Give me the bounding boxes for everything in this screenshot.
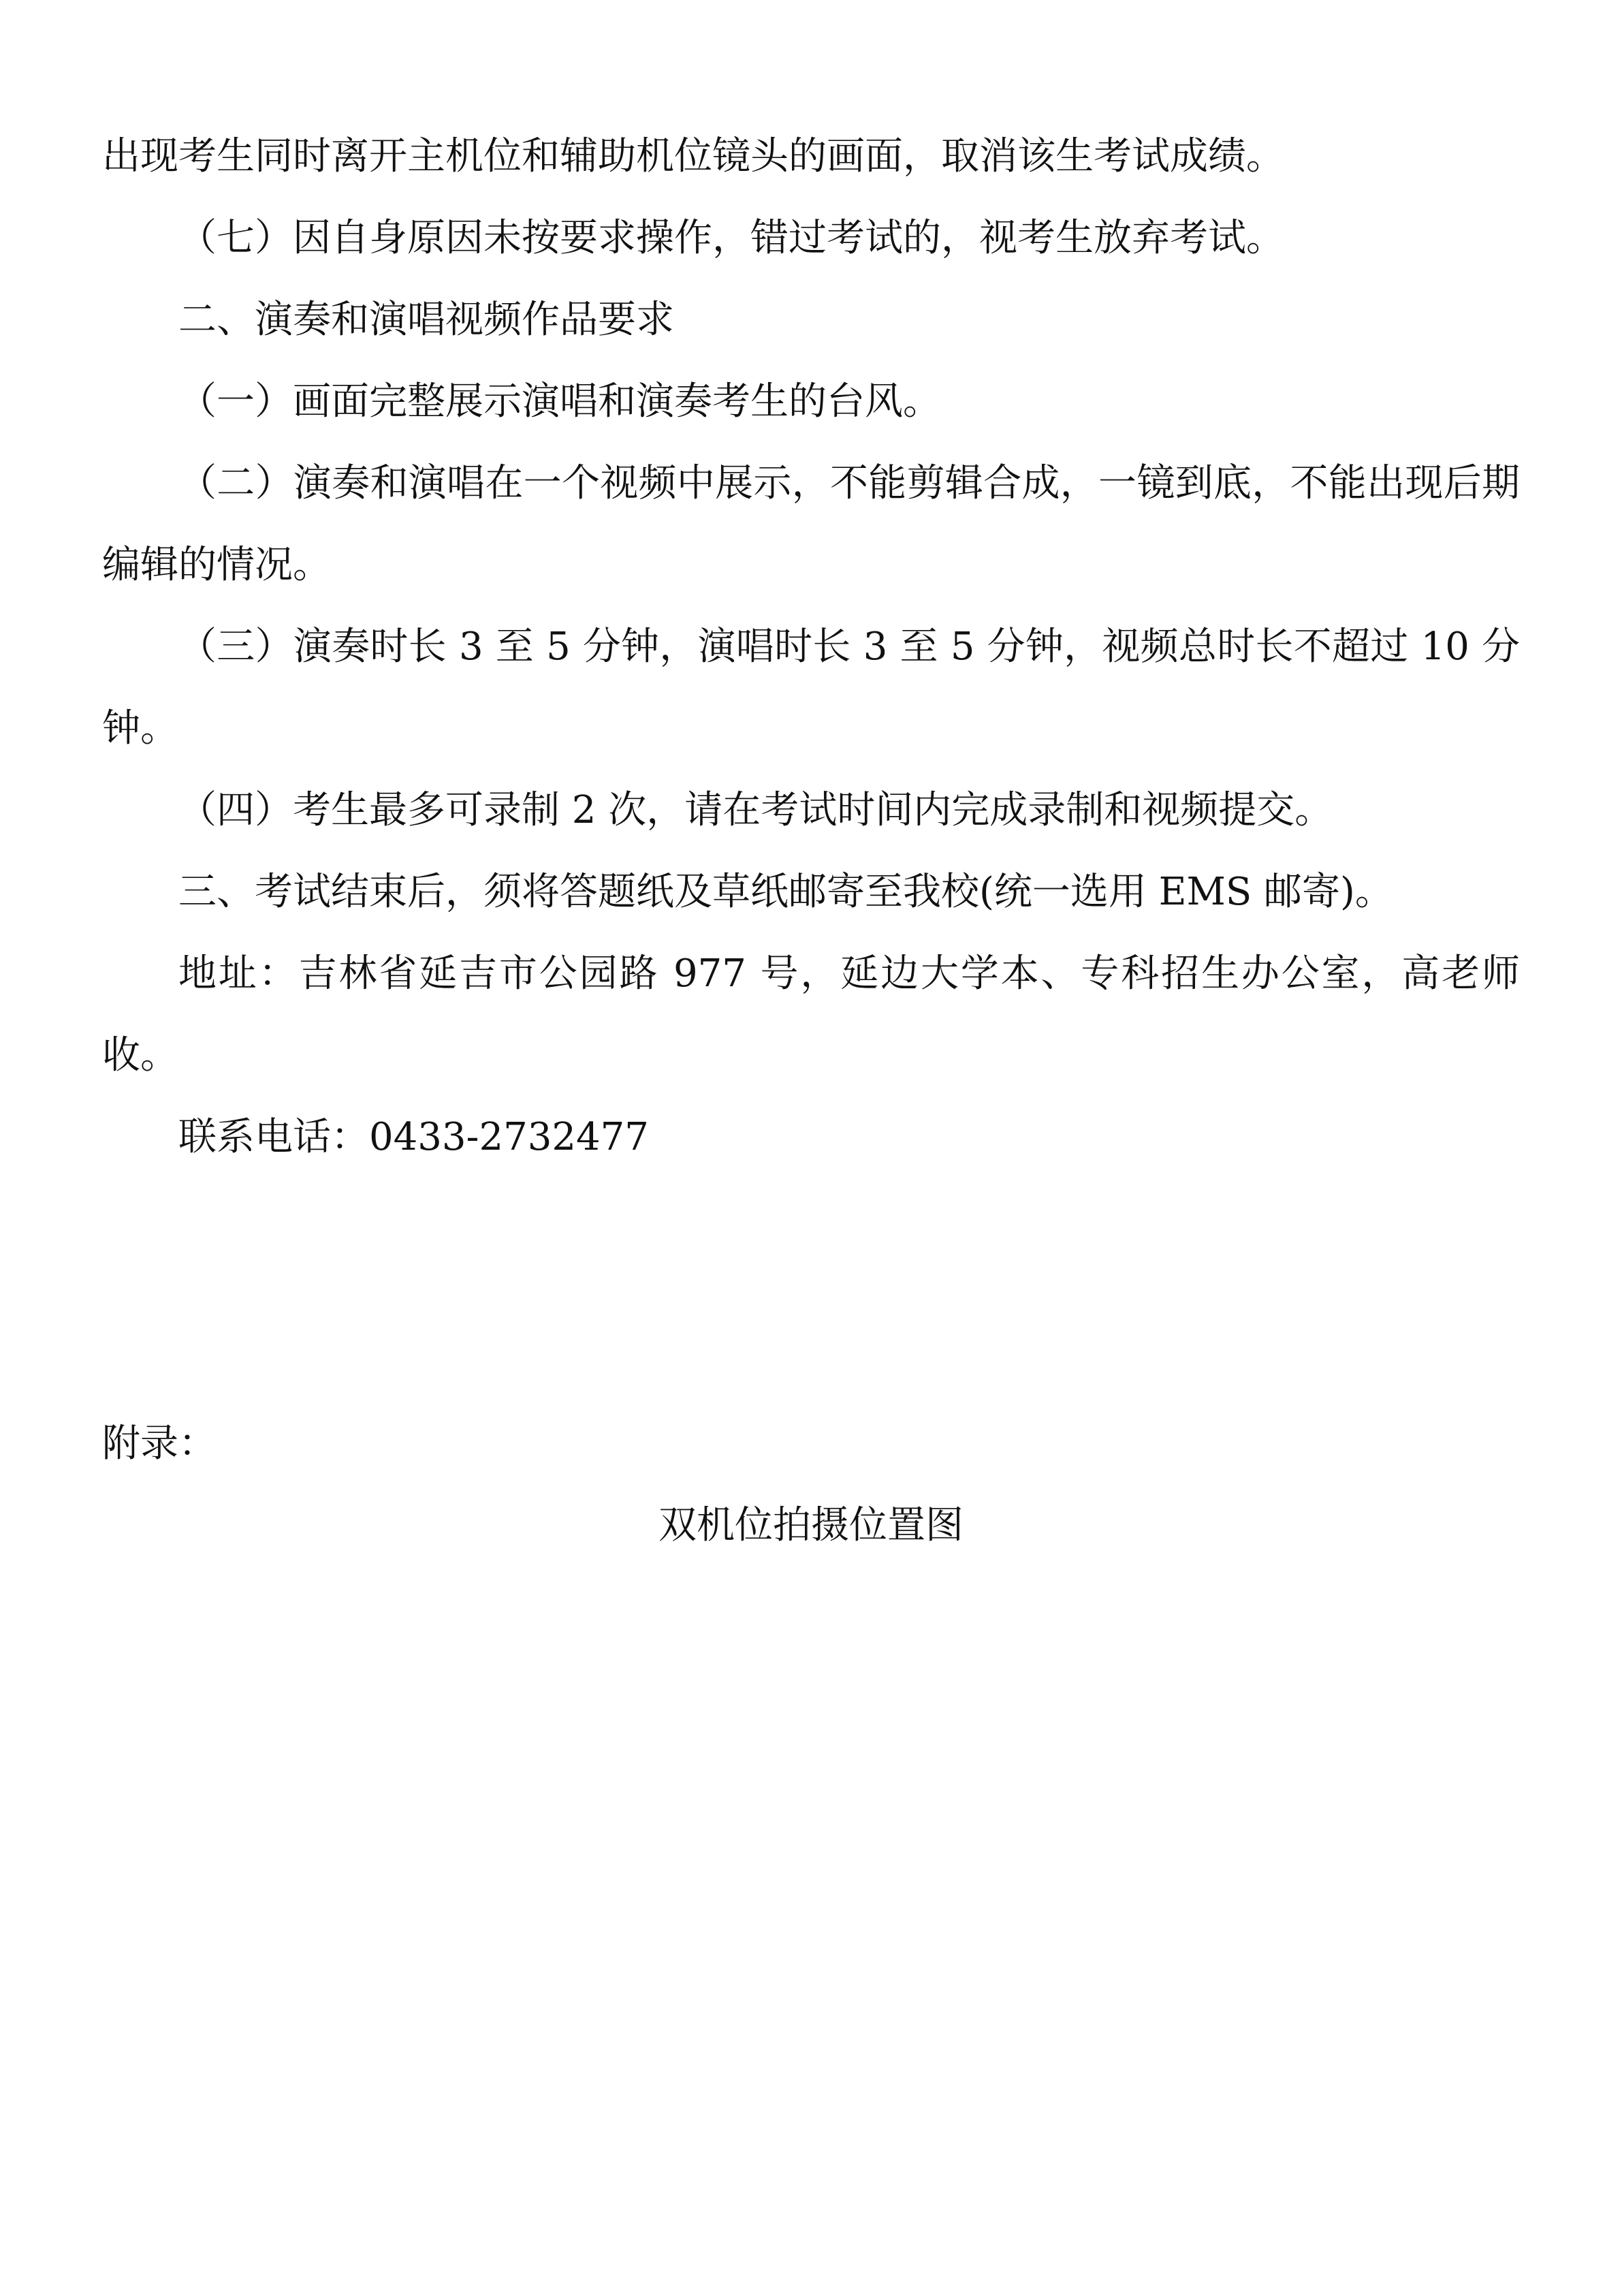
- paragraph-exam-cancel: 出现考生同时离开主机位和辅助机位镜头的画面，取消该生考试成绩。: [102, 134, 1284, 178]
- paragraph-contact-phone: 联系电话：0433-2732477: [178, 1115, 649, 1159]
- section-heading-video-requirements: 二、演奏和演唱视频作品要求: [178, 298, 674, 342]
- appendix-label: 附录：: [102, 1421, 217, 1466]
- vertical-spacer: [102, 1178, 1520, 1403]
- paragraph-req-2: （二）演奏和演唱在一个视频中展示，不能剪辑合成，一镜到底，不能出现后期编辑的情况。: [102, 461, 1520, 587]
- paragraph-req-1: （一）画面完整展示演唱和演奏考生的台风。: [178, 379, 941, 424]
- paragraph-req-4: （四）考生最多可录制 2 次，请在考试时间内完成录制和视频提交。: [178, 788, 1333, 832]
- paragraph-item-7: （七）因自身原因未按要求操作，错过考试的，视考生放弃考试。: [178, 216, 1284, 260]
- figure-title: 双机位拍摄位置图: [658, 1503, 964, 1547]
- paragraph-req-3: （三）演奏时长 3 至 5 分钟，演唱时长 3 至 5 分钟，视频总时长不超过 10 分钟。: [102, 625, 1520, 751]
- section-heading-after-exam: 三、考试结束后，须将答题纸及草纸邮寄至我校(统一选用 EMS 邮寄)。: [178, 870, 1393, 914]
- paragraph-address: 地址：吉林省延吉市公园路 977 号，延边大学本、专科招生办公室，高老师收。: [102, 952, 1520, 1078]
